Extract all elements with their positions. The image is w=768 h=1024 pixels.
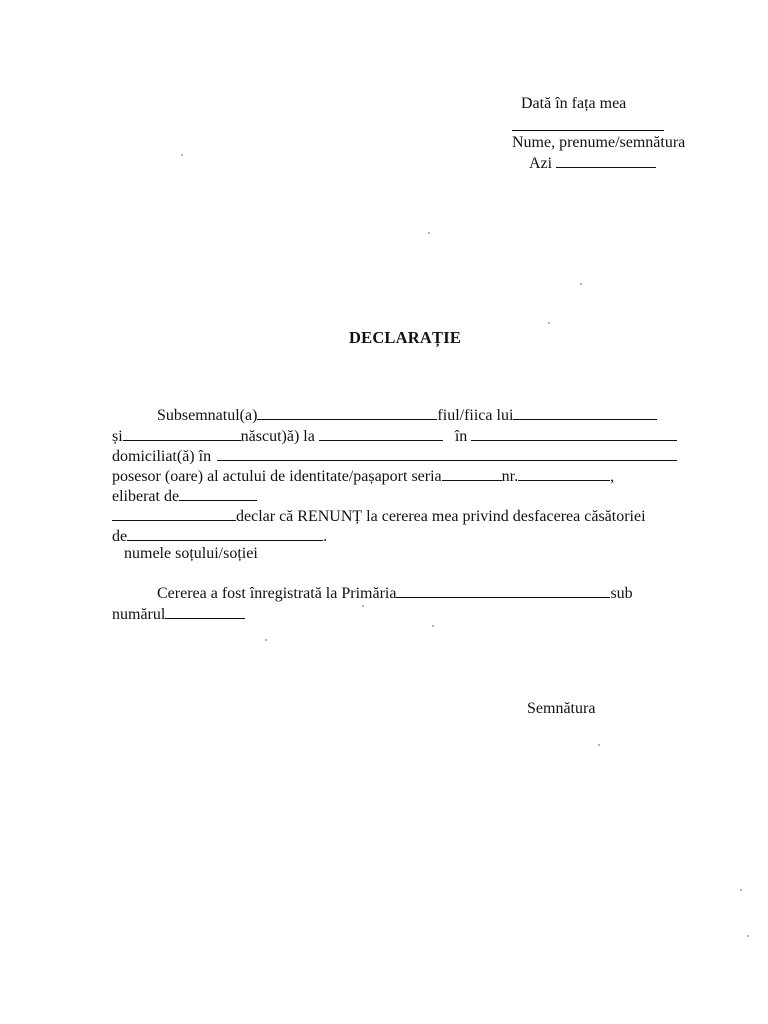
line-number xyxy=(112,606,245,623)
of-label: de xyxy=(112,528,128,545)
scan-speck xyxy=(428,232,430,234)
declaration-text: declar că RENUNȚ la cererea mea privind desfacerea căsătoriei xyxy=(236,508,646,525)
signature-label: Semnătura xyxy=(527,700,596,717)
birth-date-field[interactable] xyxy=(319,428,443,441)
scan-speck xyxy=(598,744,600,746)
scan-speck xyxy=(747,935,749,937)
parent-name-field[interactable] xyxy=(513,407,657,420)
document-title: DECLARAȚIE xyxy=(349,328,462,347)
line-birth xyxy=(112,428,677,445)
line-subsemnatul xyxy=(157,407,657,424)
id-series-field[interactable] xyxy=(442,468,502,481)
scan-speck xyxy=(740,889,742,891)
number-label: nr. xyxy=(501,468,519,485)
domicile-field[interactable] xyxy=(217,448,677,461)
scan-speck xyxy=(362,605,364,607)
born-label: născut)ă) la xyxy=(240,428,315,445)
domicile-label: domiciliat(ă) în xyxy=(112,448,212,465)
scan-speck xyxy=(265,639,267,641)
date-in-front-label: Dată în fața mea xyxy=(521,95,627,112)
birth-place-field[interactable] xyxy=(471,428,677,441)
today-label: Azi xyxy=(529,155,553,172)
name-signature-label: Nume, prenume/semnătura xyxy=(512,134,686,151)
scan-speck xyxy=(548,322,550,324)
registration-number-field[interactable] xyxy=(165,606,245,619)
issue-date-field[interactable] xyxy=(112,508,236,521)
scan-speck xyxy=(580,283,582,285)
second-parent-field[interactable] xyxy=(123,428,241,441)
header-signature-line[interactable] xyxy=(512,120,664,131)
spouse-caption: numele soțului/soției xyxy=(124,545,258,562)
id-document-label: posesor (oare) al actului de identitate/pașaport seria xyxy=(112,468,442,485)
issued-by-label: eliberat de xyxy=(112,488,180,505)
line-registration xyxy=(157,585,633,602)
in-label: în xyxy=(454,428,468,445)
line-identity xyxy=(112,468,614,485)
full-name-field[interactable] xyxy=(257,407,437,420)
under-label: sub xyxy=(610,585,633,602)
comma-mark: , xyxy=(610,468,615,485)
subsemnatul-label: Subsemnatul(a) xyxy=(157,407,258,424)
issued-by-field[interactable] xyxy=(179,488,257,501)
scan-speck xyxy=(432,625,434,627)
period-mark: . xyxy=(323,528,328,545)
today-date-field[interactable] xyxy=(556,155,656,168)
spouse-name-field[interactable] xyxy=(127,528,323,541)
number-caption: numărul xyxy=(112,606,166,623)
registration-label: Cererea a fost înregistrată la Primăria xyxy=(157,585,397,602)
today-line xyxy=(529,155,656,172)
scan-speck xyxy=(181,154,183,156)
parent-label: fiul/fiica lui xyxy=(437,407,514,424)
id-number-field[interactable] xyxy=(518,468,610,481)
city-hall-field[interactable] xyxy=(396,585,610,598)
and-label: și xyxy=(112,428,123,445)
line-issued xyxy=(112,488,257,505)
line-declaration xyxy=(112,508,646,525)
line-domicile xyxy=(112,448,677,465)
line-spouse xyxy=(112,528,327,545)
